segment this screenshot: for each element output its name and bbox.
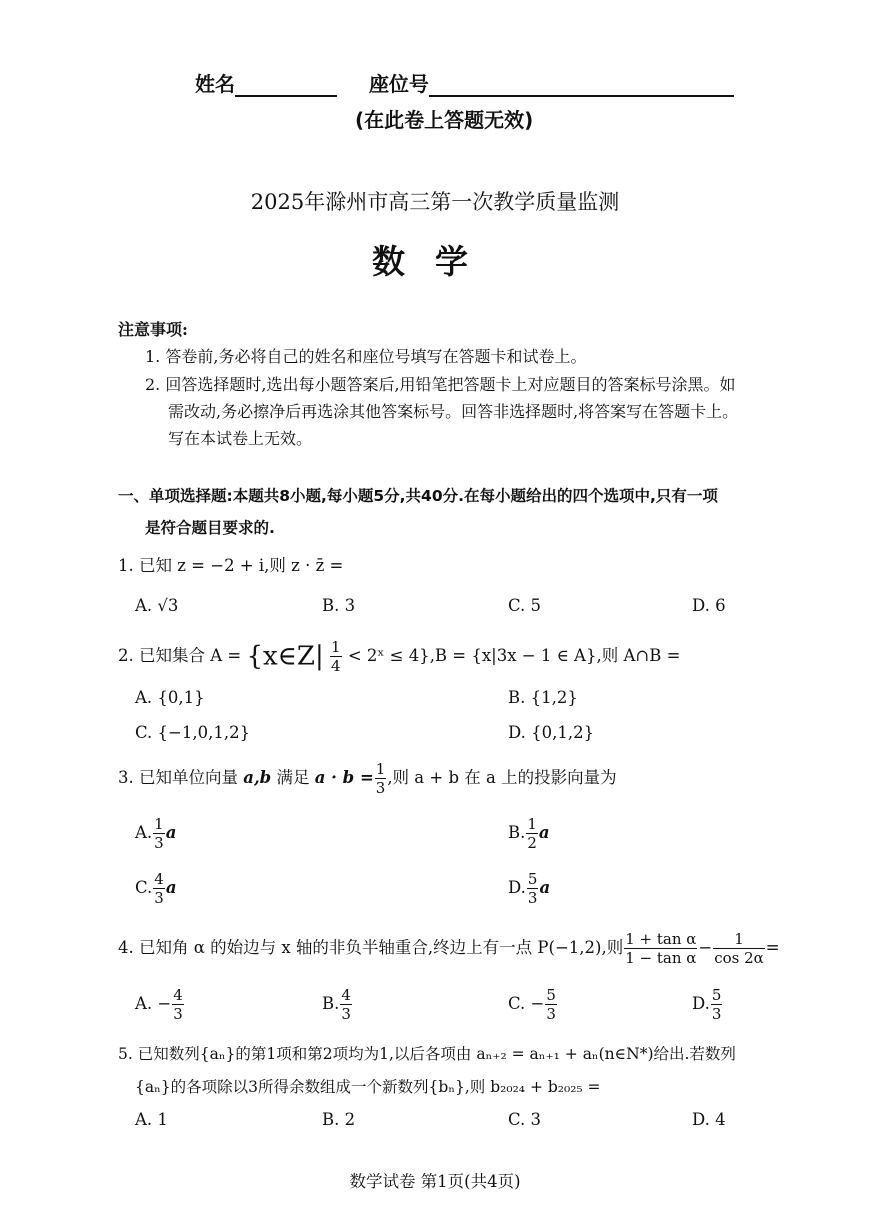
q3-a-label: A.	[135, 823, 153, 842]
q4-a-num: 4	[173, 986, 183, 1004]
q2-prefix: 2. 已知集合 A =	[118, 646, 242, 665]
subject-title: 数学	[372, 242, 498, 281]
q5-option-a: A. 1	[135, 1110, 168, 1129]
question-5-line-2: {aₙ}的各项除以3所得余数组成一个新数列{bₙ},则 b₂₀₂₄ + b₂₀₂₅ =	[135, 1078, 601, 1096]
question-4-stem	[118, 930, 780, 967]
q4-option-b	[322, 986, 353, 1023]
q3-option-b	[508, 815, 550, 852]
q3-c-frac	[153, 870, 165, 907]
section-1-heading-line-1: 一、单项选择题:本题共8小题,每小题5分,共40分.在每小题给出的四个选项中,只有一项	[118, 487, 718, 505]
seat-blank	[429, 73, 734, 97]
page-footer: 数学试卷 第1页(共4页)	[349, 1172, 521, 1191]
q3-c-den: 3	[154, 889, 164, 907]
q1-option-d: D. 6	[692, 596, 726, 615]
q4-c-den: 3	[546, 1005, 556, 1023]
q1-option-c: C. 5	[508, 596, 542, 615]
q3-b-label: B.	[508, 823, 526, 842]
q4-b-frac	[340, 986, 352, 1023]
q2-set-left: {x∈Z	[246, 641, 315, 672]
q3-c-label: C.	[135, 878, 153, 897]
q3-option-c	[135, 870, 177, 907]
q3-d-den: 3	[527, 889, 538, 907]
q3-vectors: a,b	[243, 768, 272, 787]
q3-b-vec: a	[538, 823, 550, 842]
q4-c-label: C. −	[508, 994, 545, 1013]
question-2-stem	[118, 638, 680, 675]
q4-b-den: 3	[341, 1005, 351, 1023]
q4-f1-num: 1 + tan α	[625, 930, 697, 948]
q3-fraction	[375, 760, 387, 797]
q3-prefix: 3. 已知单位向量	[118, 768, 238, 787]
exam-title: 2025年滁州市高三第一次教学质量监测	[250, 190, 620, 214]
q3-a-vec: a	[165, 823, 177, 842]
q3-frac-num: 1	[375, 760, 386, 778]
q4-a-den: 3	[173, 1005, 183, 1023]
question-5-line-1: 5. 已知数列{aₙ}的第1项和第2项均为1,以后各项由 aₙ₊₂ = aₙ₊₁ + aₙ(n∈N*)给出.若数列	[118, 1045, 736, 1063]
q2-option-c: C. {−1,0,1,2}	[135, 723, 251, 742]
q5-option-c: C. 3	[508, 1110, 542, 1129]
q4-fraction-2	[713, 930, 765, 967]
q4-d-frac	[711, 986, 723, 1023]
notice-item-2-line-2: 需改动,务必擦净后再选涂其他答案标号。回答非选择题时,将答案写在答题卡上。	[168, 402, 739, 421]
q4-c-num: 5	[546, 986, 556, 1004]
q4-c-frac	[545, 986, 557, 1023]
q4-f1-den: 1 − tan α	[625, 949, 697, 967]
q5-option-b: B. 2	[322, 1110, 356, 1129]
q2-rest: ,B = {x|3x − 1 ∈ A},则 A∩B =	[429, 646, 681, 665]
q2-frac-den: 4	[331, 657, 341, 675]
q1-option-b: B. 3	[322, 596, 356, 615]
q4-f2-num: 1	[713, 930, 765, 949]
q4-b-label: B.	[322, 994, 340, 1013]
q3-c-num: 4	[154, 870, 164, 888]
seat-label: 座位号	[368, 72, 429, 96]
q3-frac-den: 3	[375, 779, 386, 797]
q4-option-c	[508, 986, 558, 1023]
invalid-note: (在此卷上答题无效)	[355, 108, 534, 132]
q4-option-a	[135, 986, 185, 1023]
q4-a-label: A. −	[135, 994, 172, 1013]
q3-b-num: 1	[527, 815, 537, 833]
notice-heading: 注意事项:	[118, 320, 188, 339]
q4-f2-den: cos 2α	[714, 949, 764, 967]
name-seat-line	[195, 68, 734, 97]
q4-minus: −	[698, 938, 713, 957]
q3-suffix: ,则 a + b 在 a 上的投影向量为	[387, 768, 617, 787]
notice-item-2-line-3: 写在本试卷上无效。	[168, 429, 313, 448]
q3-c-vec: a	[165, 878, 177, 897]
q4-eq: =	[765, 938, 780, 957]
q3-d-frac	[527, 870, 539, 907]
q4-fraction-1	[624, 930, 697, 967]
q3-d-label: D.	[508, 878, 526, 897]
q4-prefix: 4. 已知角 α 的始边与 x 轴的非负半轴重合,终边上有一点 P(−1,2),则	[118, 938, 624, 957]
q2-frac-num: 1	[331, 638, 341, 656]
q3-d-vec: a	[539, 878, 551, 897]
section-1-heading-line-2: 是符合题目要求的.	[145, 519, 275, 537]
q4-b-num: 4	[341, 986, 351, 1004]
q3-option-a	[135, 815, 176, 852]
q4-d-label: D.	[692, 994, 710, 1013]
q3-mid: 满足	[276, 768, 310, 787]
q3-a-den: 3	[154, 834, 164, 852]
q1-option-a: A. √3	[135, 596, 179, 615]
q3-option-d	[508, 870, 550, 907]
q3-a-frac	[153, 815, 165, 852]
q2-divider: |	[315, 641, 324, 672]
notice-item-1: 1. 答卷前,务必将自己的姓名和座位号填写在答题卡和试卷上。	[145, 347, 587, 366]
q4-d-den: 3	[711, 1005, 722, 1023]
notice-item-2-line-1: 2. 回答选择题时,选出每小题答案后,用铅笔把答题卡上对应题目的答案标号涂黑。如	[145, 375, 736, 394]
q4-option-d	[692, 986, 723, 1023]
q4-d-num: 5	[711, 986, 722, 1004]
question-3-stem	[118, 760, 617, 797]
q2-fraction	[330, 638, 342, 675]
q3-d-num: 5	[527, 870, 538, 888]
q3-b-den: 2	[527, 834, 537, 852]
q2-option-a: A. {0,1}	[135, 688, 205, 707]
q2-cond: < 2ˣ ≤ 4}	[347, 646, 430, 665]
name-blank	[235, 73, 337, 97]
q5-option-d: D. 4	[692, 1110, 726, 1129]
q4-a-frac	[172, 986, 184, 1023]
name-label: 姓名	[195, 72, 235, 96]
q3-dot: a · b =	[314, 768, 374, 787]
q2-option-d: D. {0,1,2}	[508, 723, 595, 742]
q3-b-frac	[526, 815, 538, 852]
question-1-stem: 1. 已知 z = −2 + i,则 z · z̄ =	[118, 556, 344, 575]
q3-a-num: 1	[154, 815, 164, 833]
q2-option-b: B. {1,2}	[508, 688, 578, 707]
